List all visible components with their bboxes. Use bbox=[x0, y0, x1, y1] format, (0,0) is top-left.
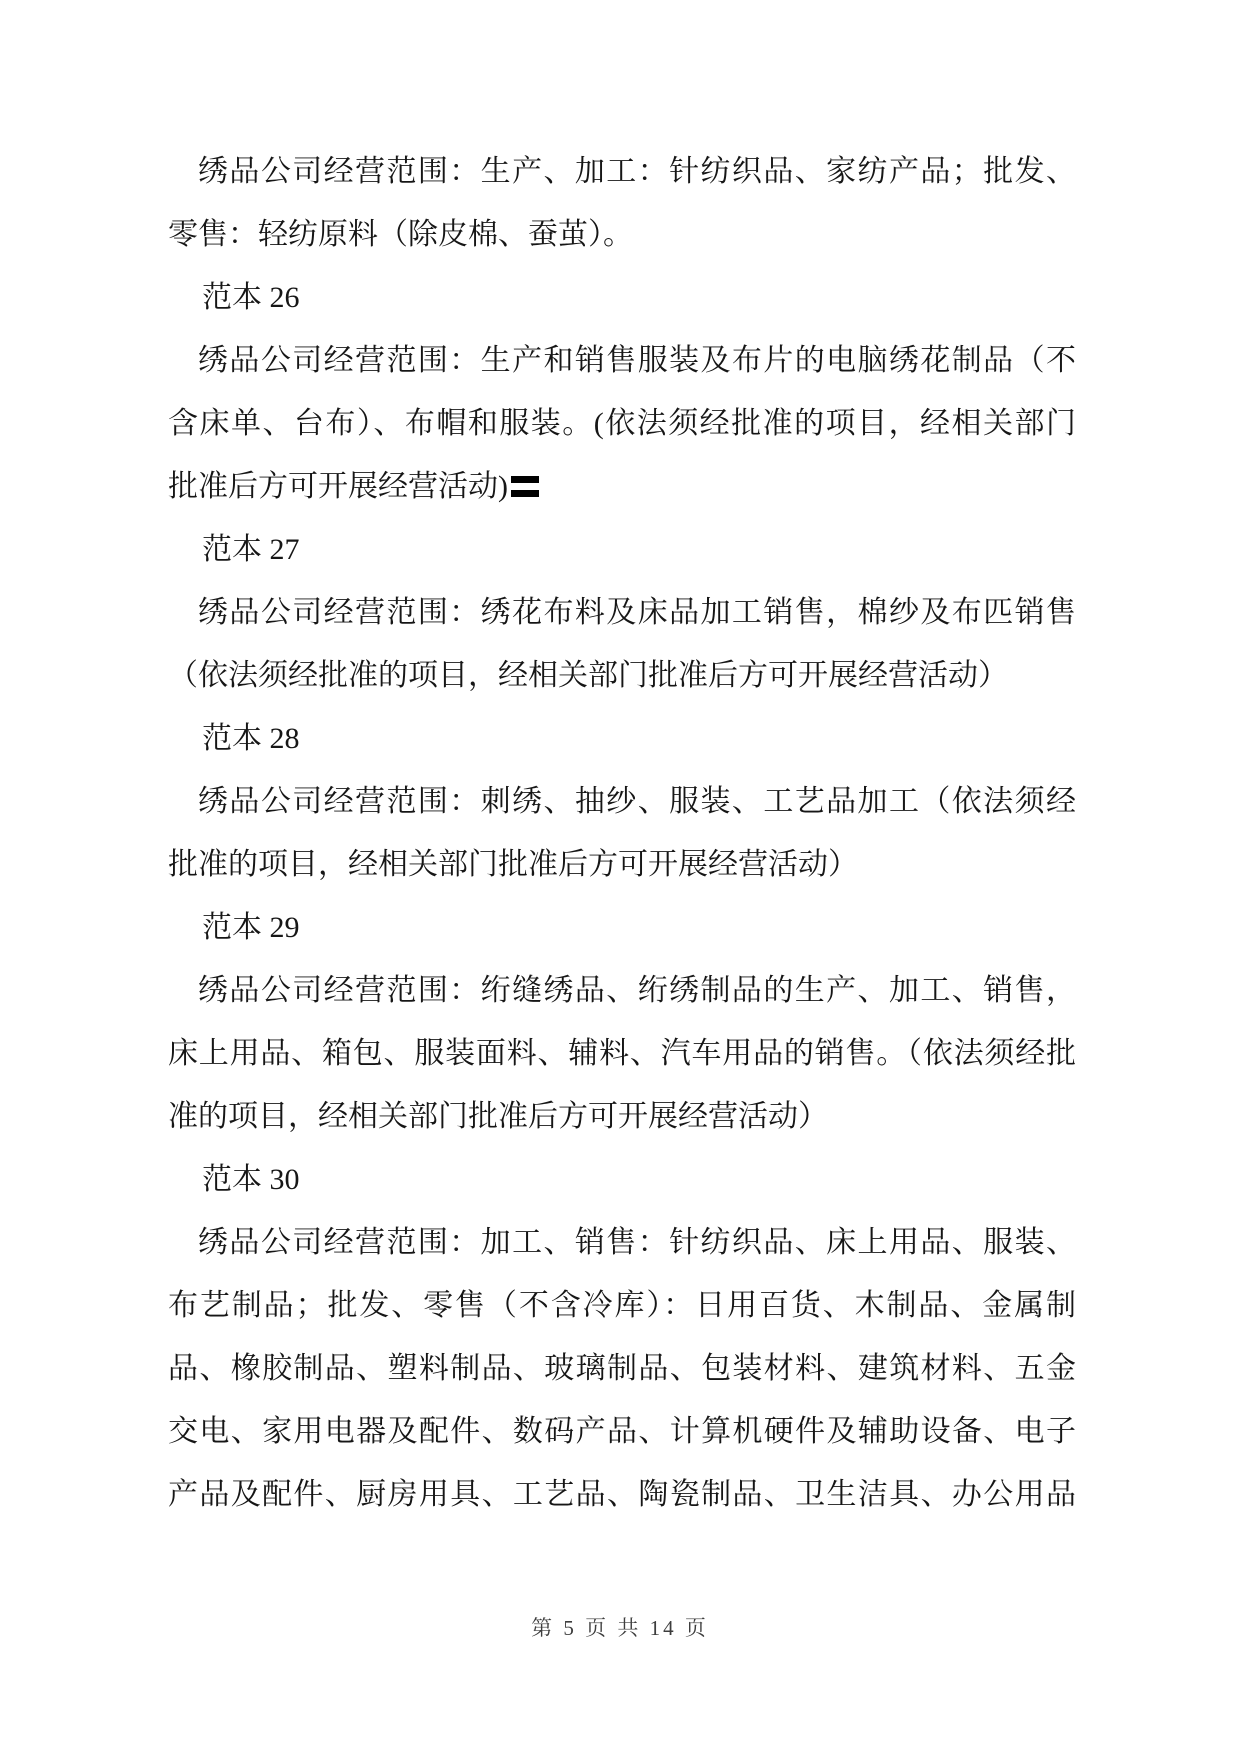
text-line: （依法须经批准的项目，经相关部门批准后方可开展经营活动） bbox=[168, 659, 1008, 692]
section-heading: 范本 26 bbox=[202, 281, 300, 314]
section-heading: 范本 27 bbox=[202, 533, 300, 566]
text-line: 产品及配件、厨房用具、工艺品、陶瓷制品、卫生洁具、办公用品 bbox=[168, 1478, 1076, 1511]
text-line: 品、橡胶制品、塑料制品、玻璃制品、包装材料、建筑材料、五金 bbox=[168, 1352, 1076, 1385]
section-heading: 范本 29 bbox=[202, 911, 300, 944]
text-line: 零售：轻纺原料（除皮棉、蚕茧）。 bbox=[168, 218, 633, 251]
text-line: 绣品公司经营范围：生产和销售服装及布片的电脑绣花制品（不 bbox=[198, 344, 1076, 377]
text-line: 交电、家用电器及配件、数码产品、计算机硬件及辅助设备、电子 bbox=[168, 1415, 1076, 1448]
text-line: 床上用品、箱包、服装面料、辅料、汽车用品的销售。（依法须经批 bbox=[168, 1037, 1076, 1070]
text-line: 绣品公司经营范围：绗缝绣品、绗绣制品的生产、加工、销售， bbox=[198, 974, 1076, 1007]
section-heading: 范本 28 bbox=[202, 722, 300, 755]
text-line: 绣品公司经营范围：加工、销售：针纺织品、床上用品、服装、 bbox=[198, 1226, 1076, 1259]
text-line: 绣品公司经营范围：绣花布料及床品加工销售，棉纱及布匹销售 bbox=[198, 596, 1076, 629]
text-line: 含床单、台布）、布帽和服装。(依法须经批准的项目，经相关部门 bbox=[168, 407, 1076, 440]
text-line: 绣品公司经营范围：生产、加工：针纺织品、家纺产品；批发、 bbox=[198, 155, 1076, 188]
text-line: 批准的项目，经相关部门批准后方可开展经营活动） bbox=[168, 848, 858, 881]
text-line: 准的项目，经相关部门批准后方可开展经营活动） bbox=[168, 1100, 828, 1133]
text-line: 布艺制品；批发、零售（不含冷库）：日用百货、木制品、金属制 bbox=[168, 1289, 1076, 1322]
double-bar-mark bbox=[511, 476, 539, 497]
section-heading: 范本 30 bbox=[202, 1163, 300, 1196]
text-line bbox=[168, 455, 1076, 518]
page-footer: 第 5 页 共 14 页 bbox=[531, 1616, 709, 1640]
text-line-text: 批准后方可开展经营活动) bbox=[168, 470, 508, 503]
document-body bbox=[168, 140, 1076, 1526]
text-line: 绣品公司经营范围：刺绣、抽纱、服装、工艺品加工（依法须经 bbox=[198, 785, 1076, 818]
